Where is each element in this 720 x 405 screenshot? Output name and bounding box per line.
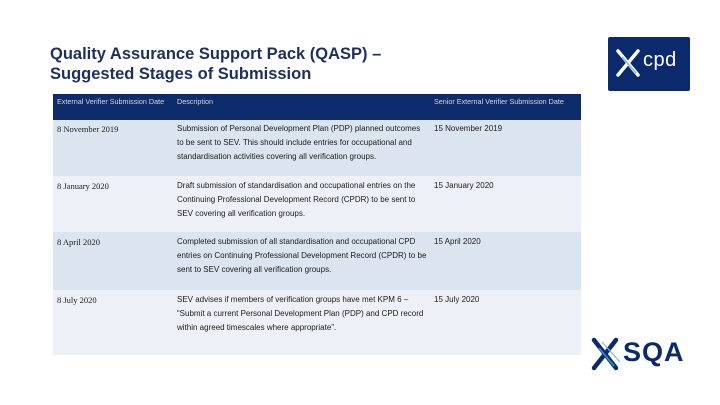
row-ev-date: 8 January 2020 (57, 181, 109, 191)
sqa-x-mark-icon (590, 334, 624, 374)
sqa-logo-text: SQA (623, 337, 685, 367)
slide-title (50, 44, 520, 84)
table-header-row (53, 94, 581, 120)
row-sev-date: 15 November 2019 (434, 124, 503, 133)
cpd-logo-text: cpd (643, 49, 677, 71)
sqa-logo (590, 330, 690, 380)
header-description: Description (177, 97, 213, 106)
header-sev-date: Senior External Verifier Submission Date (434, 97, 564, 106)
table-row (53, 290, 581, 355)
header-ev-date: External Verifier Submission Date (57, 97, 165, 106)
row-sev-date: 15 January 2020 (434, 181, 494, 190)
table-row (53, 232, 581, 290)
submission-stages-table (53, 94, 581, 355)
row-sev-date: 15 April 2020 (434, 237, 481, 246)
slide-title-line-2: Suggested Stages of Submission (50, 65, 312, 83)
table-row (53, 120, 581, 176)
table-row (53, 176, 581, 232)
row-description: Completed submission of all standardisation and occupational CPD entries on Continuing Professional Development Record (CPDR) to be sent to SEV covering all verification groups. (177, 237, 427, 274)
row-ev-date: 8 July 2020 (57, 295, 97, 305)
slide-title-line-1: Quality Assurance Support Pack (QASP) – (50, 45, 382, 63)
row-description: Draft submission of standardisation and occupational entries on the Continuing Professional Development Record (CPDR) to be sent to SEV covering all verification groups. (177, 181, 416, 218)
row-ev-date: 8 April 2020 (57, 237, 100, 247)
row-description: SEV advises if members of verification groups have met KPM 6 – “Submit a current Personal Development Plan (PDP) and CPD record within agreed timescales where appropriate”. (177, 295, 424, 332)
row-sev-date: 15 July 2020 (434, 295, 480, 304)
row-ev-date: 8 November 2019 (57, 124, 119, 134)
row-description: Submission of Personal Development Plan (PDP) planned outcomes to be sent to SEV. This should include entries for occupational and standardisation activities covering all verification groups. (177, 124, 421, 161)
cpd-logo (608, 37, 690, 91)
